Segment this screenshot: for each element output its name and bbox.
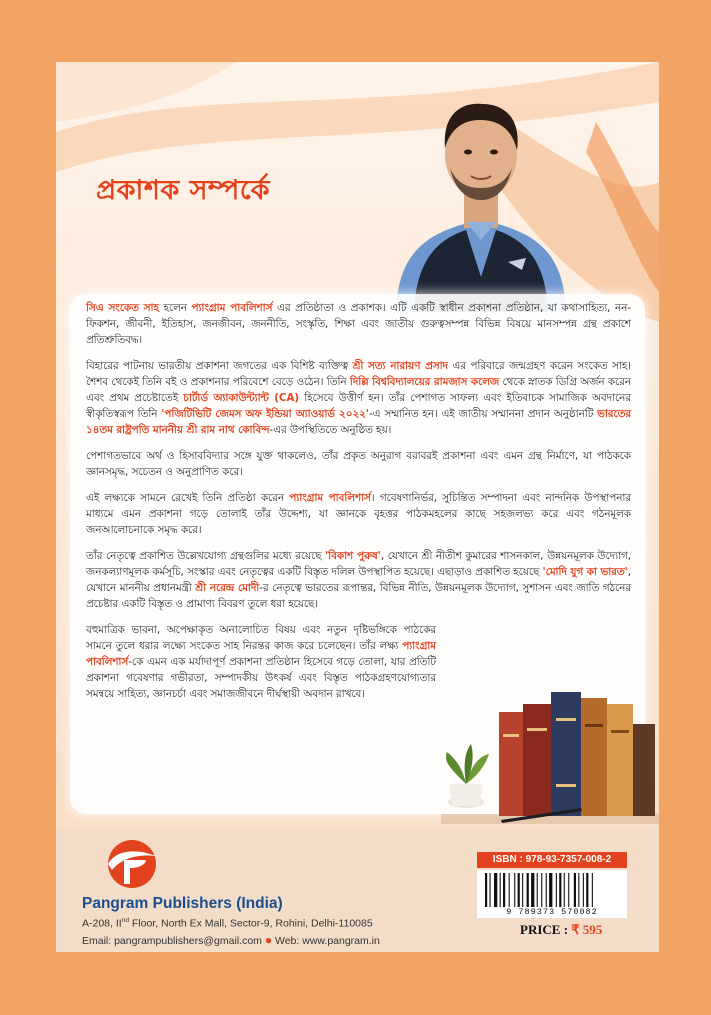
email-link[interactable]: pangrampublishers@gmail.com [114,935,262,947]
isbn-label: ISBN : 978-93-7357-008-2 [477,852,627,868]
paragraph-vision: বহুমাত্রিক ভাবনা, অপেক্ষাকৃত অনালোচিত বিষয় এবং নতুন দৃষ্টিভঙ্গিকে পাঠকের সামনে তুলে ধরার লক্ষ্যে সংকেত সাহ নিরন্তর কাজ করে চলেছেন। তাঁর লক্ষ্য প্যাংগ্রাম পাবলিশার্স-কে এমন এক মর্যাদাপূর্ণ প্রকাশনা প্রতিষ্ঠান হিসেবে গড়ে তোলা, যার প্রতিটি প্রকাশনা গবেষণার গভীরতা, সম্পাদকীয় উৎকর্ষ এবং বিস্তৃত পাঠকগ্রহণযোগ্যতার সমন্বয়ে সাহিত্য, জ্ঞানচর্চা এবং সমাজজীবনে দীর্ঘস্থায়ী অবদান রাখবে। [86,624,436,700]
price: PRICE : ₹ 595 [520,922,603,937]
publisher-contact: Email: pangrampublishers@gmail.com ● Web: www.pangram.in [82,933,380,947]
publisher-name-highlight: সিএ সংকেত সাহ [86,302,159,314]
barcode-digits: 9 789373 570082 [506,907,598,917]
paragraph-passion: পেশাগতভাবে অর্থ ও হিসাববিদ্যার সঙ্গে যুক্ত থাকলেও, তাঁর প্রকৃত অনুরাগ বরাবরই প্রকাশনা এবং এমন গ্রন্থ নির্মাণে, যা পাঠককে জ্ঞানসমৃদ্ধ, সচেতন ও অনুপ্রাণিত করে। [86,450,631,478]
price-value: ₹ 595 [571,922,603,937]
publisher-address: A-208, IInd Floor, North Ex Mall, Sector-9, Rohini, Delhi-110085 [82,917,373,930]
pangram-logo-icon [102,838,162,890]
paragraph-founding: এই লক্ষ্যকে সামনে রেখেই তিনি প্রতিষ্ঠা করেন প্যাংগ্রাম পাবলিশার্স। গবেষণানির্ভর, সুচিন্তিত সম্পাদনা এবং নান্দনিক উপস্থাপনার মাধ্যমে এমন প্রকাশনা গড়ে তোলাই তাঁর উদ্দেশ্য, যা জ্ঞানকে বৃহত্তর পাঠকমহলের কাছে সহজলভ্য করে এবং গঠনমূলক জনআলোচনাকে সমৃদ্ধ করে। [86,492,631,536]
publisher-portrait [376,72,586,312]
paragraph-intro: সিএ সংকেত সাহ হলেন প্যাংগ্রাম পাবলিশার্স এর প্রতিষ্ঠাতা ও প্রকাশক। এটি একটি স্বাধীন প্রকাশনা প্রতিষ্ঠান, যা কথাসাহিত্য, নন-ফিকশন, জীবনী, ইতিহাস, জনজীবন, জননীতি, সংস্কৃতি, শিক্ষা এবং জাতীয় গুরুত্বসম্পন্ন বিভিন্ন বিষয়ে মানসম্পন্ন গ্রন্থ প্রকাশে প্রতিশ্রুতিবদ্ধ। [86,302,631,346]
website-link[interactable]: www.pangram.in [302,935,380,947]
publisher-footer-name: Pangram Publishers (India) [82,895,283,912]
bullet-icon: ● [264,933,273,947]
paragraph-publications: তাঁর নেতৃত্বে প্রকাশিত উল্লেখযোগ্য গ্রন্থগুলির মধ্যে রয়েছে 'বিকাশ পুরুষ', যেখানে শ্রী নীতীশ কুমারের শাসনকাল, উন্নয়নমূলক উদ্যোগ, জনকল্যাণমূলক কর্মসূচি, সংস্কার এবং নেতৃত্বের একটি বিস্তৃত দলিল উপস্থাপিত হয়েছে। এছাড়াও প্রকাশিত হয়েছে 'মোদি যুগ কা ভারত', যেখানে মাননীয় প্রধানমন্ত্রী শ্রী নরেন্দ্র মোদী-র নেতৃত্বে ভারতের রূপান্তর, বিভিন্ন নীতি, উন্নয়নমূলক উদ্যোগ, সুশাসন এবং জাতি গঠনের প্রচেষ্টার একটি বিস্তৃত ও প্রামাণ্য বিবরণ তুলে ধরা হয়েছে। [86,550,631,610]
about-text [86,300,631,712]
paragraph-background: বিহারের পাটনায় ভারতীয় প্রকাশনা জগতের এক বিশিষ্ট ব্যক্তিত্ব শ্রী সত্য নারায়ণ প্রসাদ এর পরিবারে জন্মগ্রহণ করেন সংকেত সাহ। শৈশব থেকেই তিনি বই ও প্রকাশনার পরিবেশে বেড়ে ওঠেন। তিনি দিল্লি বিশ্ববিদ্যালয়ের রামজাস কলেজ থেকে স্নাতক ডিগ্রি অর্জন করেন এবং প্রথম প্রচেষ্টাতেই চার্টার্ড অ্যাকাউন্ট্যান্ট (CA) হিসেবে উত্তীর্ণ হন। তাঁর পেশাগত সাফল্য এবং ইতিবাচক সামাজিক অবদানের স্বীকৃতিস্বরূপ তিনি 'পজিটিভিটি জেমস অফ ইন্ডিয়া অ্যাওয়ার্ড ২০২২'-এ সম্মানিত হন। এই জাতীয় সম্মাননা প্রদান অনুষ্ঠানটি ভারতের ১৪তম রাষ্ট্রপতি মাননীয় শ্রী রাম নাথ কোবিন্দ-এর উপস্থিতিতে অনুষ্ঠিত হয়। [86,360,631,436]
page-title: প্রকাশক সম্পর্কে [96,175,270,206]
company-highlight: প্যাংগ্রাম পাবলিশার্স [191,302,273,314]
back-cover [56,62,659,952]
